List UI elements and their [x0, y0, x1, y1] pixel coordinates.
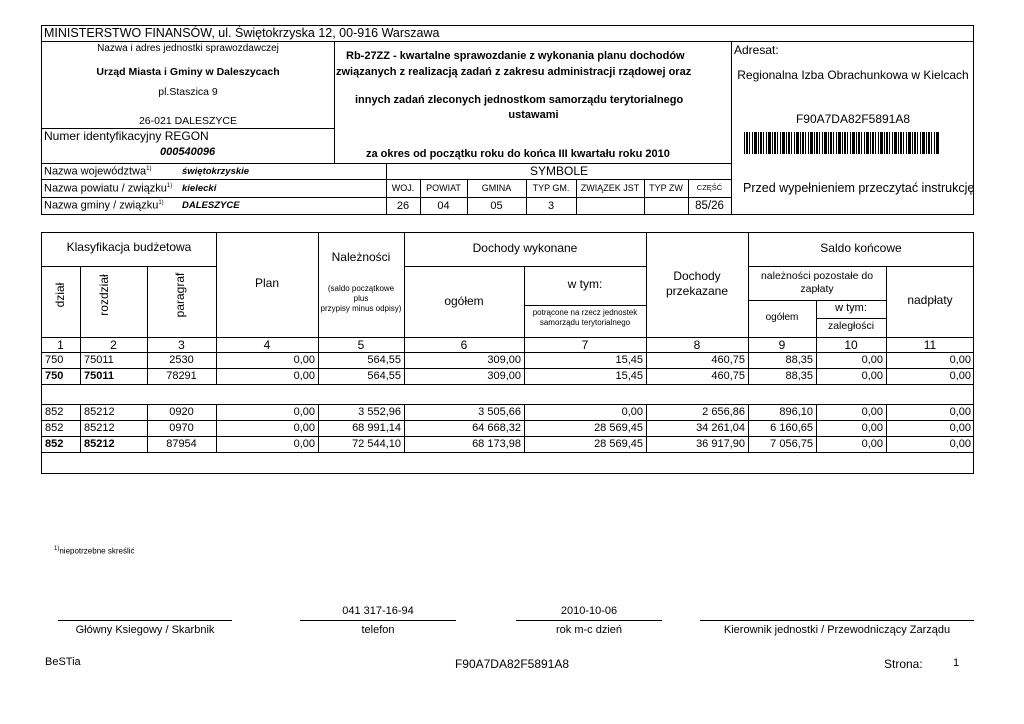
- document-code: F90A7DA82F5891A8: [795, 112, 911, 126]
- cell-nadp: 0,00: [949, 438, 971, 450]
- cell-nadp: 0,00: [949, 354, 971, 366]
- divider: [524, 305, 646, 306]
- cell-rozdzial: 75011: [84, 354, 114, 366]
- instruction-text: Przed wypełnieniem przeczytać instrukcję: [743, 181, 975, 195]
- unit-city: 26-021 DALESZYCE: [138, 115, 238, 127]
- cell-rozdzial: 85212: [84, 406, 115, 418]
- symbol-value: 26: [396, 200, 410, 212]
- phone-label: telefon: [361, 624, 395, 636]
- cell-przek: 36 917,90: [696, 438, 745, 450]
- cell-paragraf: 0920: [169, 406, 194, 418]
- symbol-header: CZĘŚĆ: [696, 183, 723, 192]
- w-tym-header: w tym:: [567, 277, 603, 291]
- cell-przek: 34 261,04: [696, 422, 745, 434]
- cell-nadp: 0,00: [949, 422, 971, 434]
- cell-zal: 0,00: [861, 370, 883, 382]
- column-number: 8: [693, 338, 701, 352]
- cell-plan: 0,00: [293, 422, 315, 434]
- cell-zal: 0,00: [861, 438, 883, 450]
- table-row: [41, 404, 974, 420]
- divider: [386, 197, 731, 198]
- cell-nal: 564,55: [367, 354, 401, 366]
- cell-plan: 0,00: [293, 370, 315, 382]
- cell-przek: 2 656,86: [702, 406, 745, 418]
- report-title-line4: ustawami: [508, 109, 559, 121]
- cell-nal: 72 544,10: [352, 438, 401, 450]
- cell-paragraf: 87954: [166, 438, 197, 450]
- cell-nadp: 0,00: [949, 406, 971, 418]
- cell-ogolem: 64 668,32: [472, 422, 521, 434]
- cell-nadp: 0,00: [949, 370, 971, 382]
- cell-dzial: 852: [45, 438, 64, 450]
- divider: [816, 318, 886, 319]
- table-row: [41, 352, 974, 368]
- symbol-value: 04: [437, 200, 450, 212]
- cell-rozdzial: 75011: [84, 370, 114, 382]
- naleznosci-sub3: przypisy minus odpisy): [320, 304, 402, 313]
- cell-saldo: 6 160,65: [770, 422, 813, 434]
- symbol-header: ZWIĄZEK JST: [580, 183, 640, 193]
- cell-plan: 0,00: [293, 438, 315, 450]
- naleznosci-sub2: plus: [353, 294, 369, 303]
- cell-ogolem: 309,00: [487, 370, 521, 382]
- cell-plan: 0,00: [293, 354, 315, 366]
- cell-potr: 28 569,45: [594, 438, 643, 450]
- symbol-header: TYP GM.: [532, 183, 570, 193]
- symbol-header: GMINA: [481, 183, 512, 193]
- cell-potr: 15,45: [615, 370, 643, 382]
- plan-header: Plan: [254, 276, 280, 290]
- woj-value: świętokrzyskie: [182, 166, 250, 177]
- date-label: rok m-c dzień: [555, 624, 623, 636]
- table-row: [41, 368, 974, 384]
- regon-value: 000540096: [160, 146, 216, 158]
- regon-label: Numer identyfikacyjny REGON: [44, 129, 209, 143]
- symbol-value: 85/26: [695, 200, 724, 212]
- potracone-header-1: potrącone na rzecz jednostek: [532, 308, 638, 317]
- footnote: $^{1)}$niepotrzebne skreślić: [54, 546, 135, 556]
- divider: [386, 179, 731, 180]
- cell-paragraf: 2530: [169, 354, 194, 366]
- dochody-przekazane-header-2: przekazane: [665, 284, 729, 298]
- cell-rozdzial: 85212: [84, 422, 115, 434]
- symbol-value: 3: [547, 200, 555, 212]
- dochody-wykonane-header: Dochody wykonane: [472, 241, 578, 255]
- divider: [41, 266, 216, 267]
- cell-paragraf: 0970: [169, 422, 194, 434]
- divider: [41, 384, 974, 385]
- dochody-przekazane-header-1: Dochody: [673, 269, 721, 283]
- naleznosci-pozostale-1: należności pozostałe do: [760, 270, 874, 282]
- cell-plan: 0,00: [293, 406, 315, 418]
- cell-ogolem: 68 173,98: [472, 438, 521, 450]
- addressee-label: Adresat:: [734, 43, 779, 57]
- cell-saldo: 7 056,75: [770, 438, 813, 450]
- table-row: [41, 436, 974, 452]
- page-number: 1: [953, 657, 960, 669]
- powiat-label: Nazwa powiatu / związku$^{1)}$: [44, 182, 173, 195]
- divider: [147, 266, 148, 337]
- cell-dzial: 852: [45, 422, 64, 434]
- potracone-header-2: samorządu terytorialnego: [539, 318, 631, 327]
- column-number: 3: [178, 338, 185, 352]
- accountant-label: Główny Ksiegowy / Skarbnik: [75, 624, 215, 636]
- unit-name: Urząd Miasta i Gminy w Daleszycach: [96, 66, 280, 78]
- cell-zal: 0,00: [861, 354, 883, 366]
- column-number: 5: [357, 338, 365, 352]
- cell-ogolem: 309,00: [487, 354, 521, 366]
- cell-przek: 460,75: [711, 370, 745, 382]
- symbol-header: WOJ.: [391, 183, 415, 193]
- cell-paragraf: 78291: [166, 370, 197, 382]
- symbol-value: 05: [490, 200, 503, 212]
- symbol-header: TYP ZW: [649, 183, 683, 193]
- barcode-image: [744, 132, 940, 154]
- divider: [41, 179, 387, 180]
- divider: [748, 266, 974, 267]
- ogolem-header: ogółem: [444, 294, 484, 308]
- cell-saldo: 896,10: [779, 406, 813, 418]
- table-row: [41, 420, 974, 436]
- column-number: 4: [263, 338, 271, 352]
- gmina-value: DALESZYCE: [182, 200, 240, 211]
- divider: [80, 266, 81, 337]
- cell-zal: 0,00: [861, 406, 883, 418]
- signature-line-phone: [300, 620, 456, 621]
- cell-przek: 460,75: [711, 354, 745, 366]
- cell-potr: 15,45: [615, 354, 643, 366]
- column-number: 2: [110, 338, 117, 352]
- cell-nal: 564,55: [367, 370, 401, 382]
- column-number: 6: [460, 338, 468, 352]
- ogolem2-header: ogółem: [765, 312, 799, 323]
- symbol-header: POWIAT: [426, 183, 461, 193]
- software-name: BeSTia: [45, 656, 81, 668]
- phone-value: 041 317-16-94: [342, 605, 414, 617]
- divider: [748, 300, 886, 301]
- cell-nal: 3 552,96: [358, 406, 401, 418]
- signature-line-manager: [700, 620, 974, 621]
- report-title-line1: Rb-27ZZ - kwartalne sprawozdanie z wykonania planu dochodów: [346, 50, 685, 62]
- divider: [334, 41, 335, 163]
- column-number: 9: [778, 338, 786, 352]
- divider: [41, 41, 974, 42]
- manager-label: Kierownik jednostki / Przewodniczący Zarządu: [723, 624, 951, 636]
- divider: [404, 266, 646, 267]
- rozdzial-header: rozdział: [97, 274, 111, 316]
- klasyfikacja-header: Klasyfikacja budżetowa: [66, 240, 192, 254]
- woj-label: Nazwa województwa$^{1)}$: [44, 165, 152, 178]
- ministry-line: MINISTERSTWO FINANSÓW, ul. Świętokrzyska 12, 00-916 Warszawa: [44, 26, 440, 40]
- cell-ogolem: 3 505,66: [478, 406, 521, 418]
- report-title-line3: innych zadań zleconych jednostkom samorządu terytorialnego: [355, 94, 684, 106]
- cell-saldo: 88,35: [785, 354, 813, 366]
- dzial-header: dział: [53, 282, 67, 308]
- column-number: 11: [923, 338, 937, 352]
- report-title-line2: związanych z realizacją zadań z zakresu administracji rządowej oraz: [336, 66, 692, 78]
- cell-dzial: 750: [45, 354, 64, 366]
- cell-rozdzial: 85212: [84, 438, 115, 450]
- unit-street: pl.Staszica 9: [158, 86, 218, 98]
- cell-saldo: 88,35: [785, 370, 813, 382]
- cell-potr: 0,00: [621, 406, 643, 418]
- symbole-label: SYMBOLE: [529, 164, 589, 178]
- powiat-value: kielecki: [182, 183, 217, 194]
- zaleglosci-header: zaległości: [827, 320, 875, 332]
- cell-dzial: 750: [45, 370, 64, 382]
- paragraf-header: paragraf: [173, 272, 187, 318]
- column-number: 10: [844, 338, 858, 352]
- cell-potr: 28 569,45: [594, 422, 643, 434]
- column-number: 7: [581, 338, 589, 352]
- addressee: Regionalna Izba Obrachunkowa w Kielcach: [737, 68, 969, 82]
- naleznosci-pozostale-2: zapłaty: [800, 283, 834, 295]
- unit-label: Nazwa i adres jednostki sprawozdawczej: [97, 43, 279, 54]
- page-label: Strona:: [884, 657, 923, 671]
- gmina-label: Nazwa gminy / związku$^{1)}$: [44, 199, 164, 212]
- cell-zal: 0,00: [861, 422, 883, 434]
- report-period: za okres od początku roku do końca III kwartału roku 2010: [366, 148, 670, 160]
- saldo-koncowe-header: Saldo końcowe: [820, 241, 902, 255]
- signature-line-accountant: [58, 620, 232, 621]
- naleznosci-header: Należności: [331, 250, 391, 264]
- divider: [731, 41, 732, 215]
- signature-line-date: [516, 620, 662, 621]
- w-tym2-header: w tym:: [835, 302, 867, 314]
- cell-dzial: 852: [45, 406, 64, 418]
- divider: [41, 197, 387, 198]
- column-number: 1: [57, 338, 64, 352]
- date-value: 2010-10-06: [560, 605, 618, 617]
- divider: [41, 452, 974, 453]
- footer-code: F90A7DA82F5891A8: [454, 657, 570, 671]
- naleznosci-sub1: (saldo początkowe: [327, 284, 395, 293]
- cell-nal: 68 991,14: [352, 422, 401, 434]
- nadplaty-header: nadpłaty: [907, 293, 953, 307]
